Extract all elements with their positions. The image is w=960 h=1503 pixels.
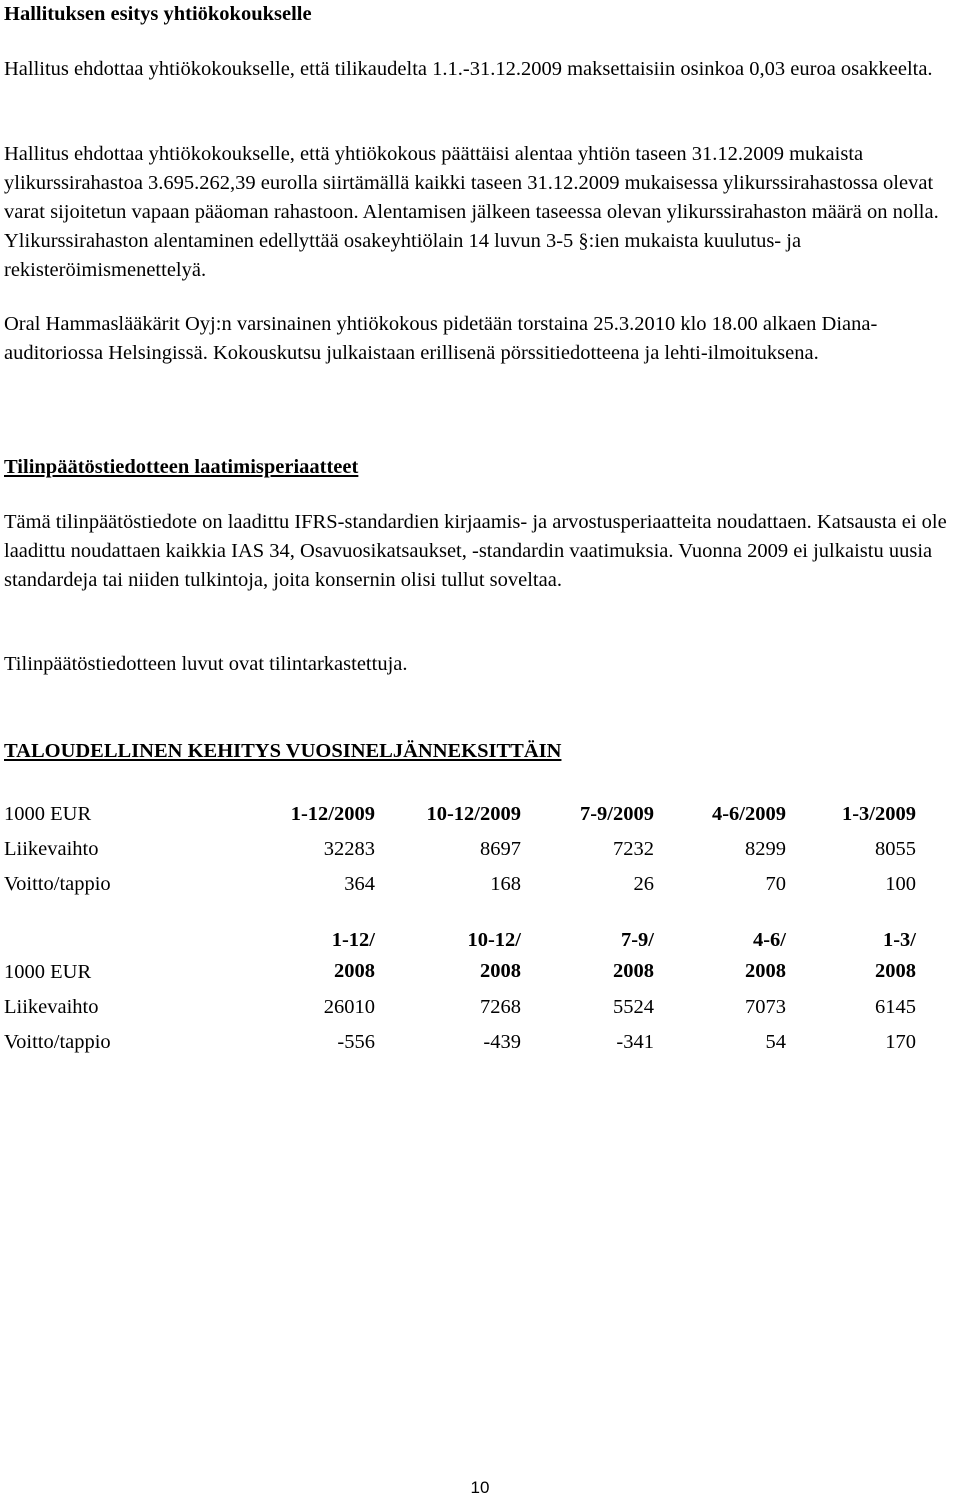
row-label: Liikevaihto [4, 996, 99, 1018]
section-title-board-proposal: Hallituksen esitys yhtiökokoukselle [4, 3, 312, 25]
column-header-year: 2008 [334, 960, 375, 982]
table-cell: 54 [765, 1031, 786, 1053]
table-cell: 7232 [613, 838, 654, 860]
table-cell: 32283 [323, 838, 375, 860]
column-header-period: 7-9/ [620, 929, 654, 951]
column-header [375, 925, 521, 987]
table-cell: 7268 [480, 996, 521, 1018]
column-header [654, 925, 786, 987]
table-cell: 26 [633, 873, 654, 895]
table-cell: 70 [765, 873, 786, 895]
paragraph-ifrs-basis: Tämä tilinpäätöstiedote on laadittu IFRS-standardien kirjaamis- ja arvostusperiaatteita noudattaen. Katsausta ei ole laadittu noudattaen kaikkia IAS 34, Osavuosikatsaukset, -standardin vaatimuksia. Vuonna 2009 ei julkaistu uusia standardeja tai niiden tulkintoja, joita konsernin olisi tullut soveltaa. [4, 511, 947, 591]
table-cell: -556 [337, 1031, 375, 1053]
table-cell: -341 [616, 1031, 654, 1053]
table-cell: 8697 [480, 838, 521, 860]
column-header-year: 2008 [745, 960, 786, 982]
column-header-year: 2008 [875, 960, 916, 982]
table-cell: 364 [344, 873, 375, 895]
table-cell: 8055 [875, 838, 916, 860]
column-header: 10-12/2009 [426, 803, 521, 825]
paragraph-audited-statement: Tilinpäätöstiedotteen luvut ovat tilintarkastettuja. [4, 653, 408, 675]
column-header: 1-12/2009 [290, 803, 375, 825]
column-header-period: 1-3/ [882, 929, 916, 951]
page-number: 10 [470, 1478, 490, 1497]
paragraph-share-premium-reduction: Hallitus ehdottaa yhtiökokoukselle, että yhtiökokous päättäisi alentaa yhtiön taseen 31.12.2009 mukaista ylikurssirahastoa 3.695.262,39 eurolla siirtämällä kaikki taseen 31.12.2009 mukaisessa ylikurssirahastossa olevat varat sijoitetun vapaan pääoman rahastoon. Alentamisen jälkeen taseessa olevan ylikurssirahaston määrä on nolla. Ylikurssirahaston alentaminen edellyttää osakeyhtiölain 14 luvun 3-5 §:ien mukaista kuulutus- ja rekisteröimismenettelyä. [4, 143, 939, 281]
column-header [786, 925, 916, 987]
column-header-year: 2008 [613, 960, 654, 982]
table-cell: 100 [885, 873, 916, 895]
section-title-quarterly-development: TALOUDELLINEN KEHITYS VUOSINELJÄNNEKSITTÄIN [4, 740, 562, 762]
section-title-accounting-principles: Tilinpäätöstiedotteen laatimisperiaatteet [4, 456, 359, 478]
table-row [4, 1022, 916, 1057]
row-label: Voitto/tappio [4, 1031, 111, 1053]
table-row [4, 864, 916, 899]
table-cell: 26010 [323, 996, 375, 1018]
column-header: 1-3/2009 [841, 803, 916, 825]
row-label: Voitto/tappio [4, 873, 111, 895]
column-header-period: 1-12/ [331, 929, 375, 951]
table-cell: 168 [490, 873, 521, 895]
column-header: 4-6/2009 [711, 803, 786, 825]
table-cell: 7073 [745, 996, 786, 1018]
paragraph-agm-notice: Oral Hammaslääkärit Oyj:n varsinainen yhtiökokous pidetään torstaina 25.3.2010 klo 18.00 alkaen Diana-auditoriossa Helsingissä. Kokouskutsu julkaistaan erillisenä pörssitiedotteena ja lehti-ilmoituksena. [4, 313, 878, 364]
column-header: 7-9/2009 [579, 803, 654, 825]
column-header [209, 925, 375, 987]
row-label: Liikevaihto [4, 838, 99, 860]
column-header-period: 10-12/ [467, 929, 521, 951]
table-cell: 170 [885, 1031, 916, 1053]
table-row [4, 987, 916, 1022]
column-header [521, 925, 654, 987]
table-cell: 6145 [875, 996, 916, 1018]
column-header-period: 4-6/ [752, 929, 786, 951]
table-header-row [4, 794, 916, 829]
paragraph-dividend-proposal: Hallitus ehdottaa yhtiökokoukselle, että tilikaudelta 1.1.-31.12.2009 maksettaisiin osinkoa 0,03 euroa osakkeelta. [4, 58, 933, 80]
quarterly-table-2009 [4, 794, 916, 899]
table-unit-label: 1000 EUR [4, 961, 92, 983]
table-row [4, 829, 916, 864]
table-cell: 5524 [613, 996, 654, 1018]
table-header-row [4, 925, 916, 987]
quarterly-table-2008 [4, 925, 916, 1057]
table-cell: -439 [483, 1031, 521, 1053]
column-header-year: 2008 [480, 960, 521, 982]
table-unit-label: 1000 EUR [4, 803, 92, 825]
table-cell: 8299 [745, 838, 786, 860]
